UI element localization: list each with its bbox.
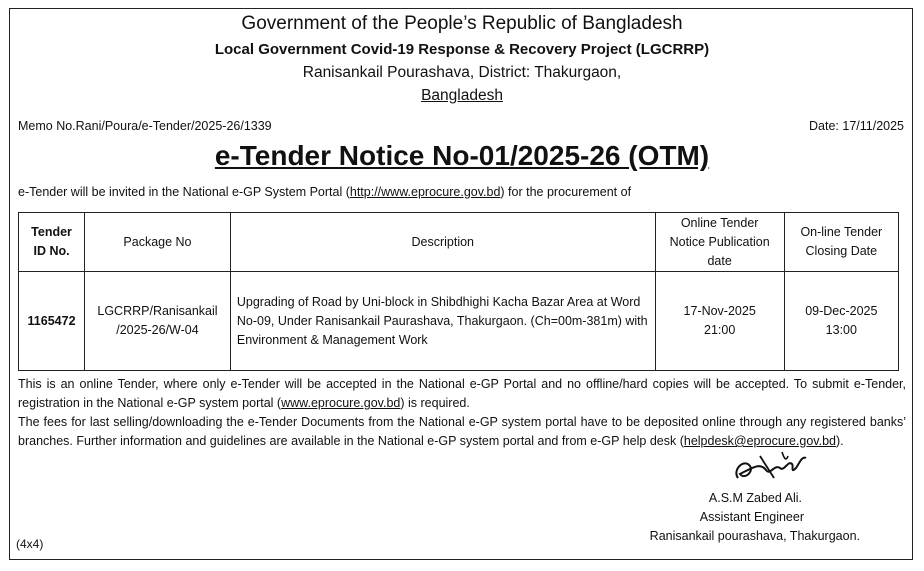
col-header-package-no: Package No [85, 213, 231, 272]
p2-after: ). [836, 434, 844, 448]
notice-title-text: e-Tender Notice No-01/2025-26 (OTM) [214, 140, 710, 171]
header-government: Government of the People’s Republic of Bangladesh [241, 13, 683, 34]
header-project: Local Government Covid-19 Response & Recovery Project (LGCRRP) [214, 41, 710, 58]
cell-tender-id: 1165472 [19, 272, 85, 371]
header-office: Ranisankail Pourashava, District: Thakurgaon, [302, 64, 622, 81]
col-header-publication-date: Online Tender Notice Publication date [655, 213, 784, 272]
cell-description: Upgrading of Road by Uni-block in Shibdhighi Kacha Bazar Area at Word No-09, Under Ranisankail Paurashava, Thakurgaon. (Ch=00m-381m) with Environment & Management Work [230, 272, 655, 371]
col-header-closing-date: On-line Tender Closing Date [784, 213, 898, 272]
body-paragraph-1 [18, 375, 906, 413]
cell-publication [655, 272, 784, 371]
memo-number: Memo No.Rani/Poura/e-Tender/2025-26/1339 [18, 119, 272, 133]
header-country [0, 87, 924, 105]
eprocure-link[interactable]: http://www.eprocure.gov.bd [349, 185, 501, 199]
body-paragraph-2 [18, 413, 906, 451]
notice-title [0, 140, 924, 172]
table-header-row [19, 213, 899, 272]
p1-after: ) is required. [400, 396, 470, 410]
p1-before: This is an online Tender, where only e-Tender will be accepted in the National e-GP Portal and no offline/hard copies will be accepted. To submit e-Tender, registration in the National e-GP system portal ( [18, 377, 906, 410]
signature-block [590, 489, 860, 546]
closing-date: 09-Dec-2025 [805, 304, 878, 318]
intro-text [18, 185, 631, 199]
publication-date: 17-Nov-2025 [683, 304, 756, 318]
signatory-designation: Assistant Engineer [699, 510, 804, 524]
footer-code: (4x4) [16, 537, 44, 551]
publication-time: 21:00 [704, 323, 736, 337]
col-header-tender-id: Tender ID No. [19, 213, 85, 272]
tender-table [18, 212, 899, 371]
p2-before: The fees for last selling/downloading the e-Tender Documents from the National e-GP system portal have to be deposited online through any registered banks’ branches. Further information and guidelines are available in the National e-GP system portal and from e-GP help desk ( [18, 415, 906, 448]
cell-package-no: LGCRRP/Ranisankail /2025-26/W-04 [85, 272, 231, 371]
intro-after: ) for the procurement of [500, 185, 632, 199]
col-header-description: Description [230, 213, 655, 272]
notice-body [18, 375, 906, 451]
signatory-name: A.S.M Zabed Ali. [708, 491, 802, 505]
intro-before: e-Tender will be invited in the National e-GP System Portal ( [18, 185, 350, 199]
notice-date: Date: 17/11/2025 [809, 119, 904, 133]
closing-time: 13:00 [825, 323, 857, 337]
header-country-text: Bangladesh [421, 87, 503, 104]
helpdesk-email-link[interactable]: helpdesk@eprocure.gov.bd [683, 434, 837, 448]
table-row [19, 272, 899, 371]
eprocure-link-2[interactable]: www.eprocure.gov.bd [281, 396, 401, 410]
signatory-office: Ranisankail pourashava, Thakurgaon. [649, 529, 860, 543]
handwritten-signature [730, 448, 810, 488]
cell-closing [784, 272, 898, 371]
